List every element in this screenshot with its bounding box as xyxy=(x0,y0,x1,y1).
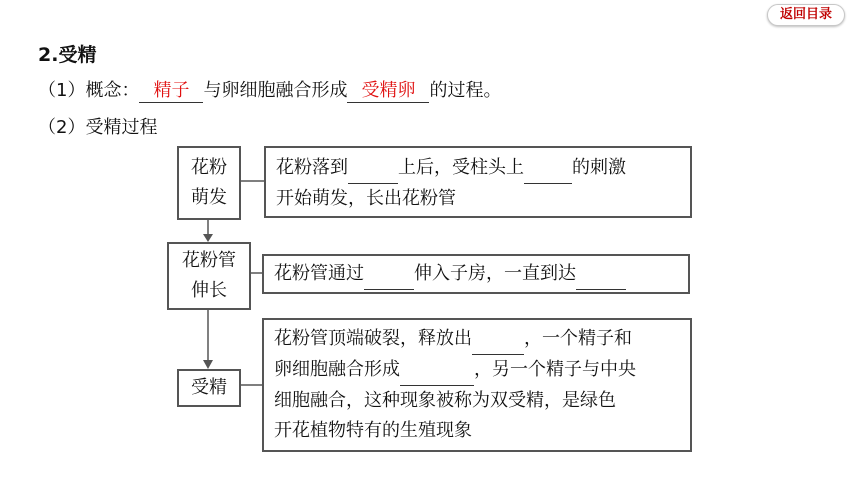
stage-label: 萌发 xyxy=(191,187,227,208)
arrow-1-head xyxy=(203,234,213,242)
return-to-contents-button[interactable]: 返回目录 xyxy=(767,4,845,26)
desc-line xyxy=(274,324,680,355)
section-title: 2.受精 xyxy=(38,44,97,66)
desc-text: ，一个精子和 xyxy=(524,328,632,349)
stage-label: 花粉管 xyxy=(182,250,236,271)
concept-prefix: （1）概念： xyxy=(38,80,140,101)
desc-text: 伸入子房，一直到达 xyxy=(414,263,576,284)
blank xyxy=(576,259,626,290)
desc-text: 上后，受柱头上 xyxy=(398,157,524,178)
blank xyxy=(400,355,474,386)
concept-suffix: 的过程。 xyxy=(429,80,502,101)
desc-box-germination xyxy=(264,146,692,218)
stage-box-elongation xyxy=(167,242,251,310)
desc-text: 花粉管通过 xyxy=(274,263,364,284)
desc-line: 开花植物特有的生殖现象 xyxy=(274,420,472,441)
blank xyxy=(364,259,414,290)
stage-box-germination xyxy=(177,146,241,220)
desc-line xyxy=(274,259,678,290)
blank xyxy=(348,153,398,184)
stage-box-fertilization xyxy=(177,369,241,407)
desc-text: 花粉管顶端破裂，释放出 xyxy=(274,328,472,349)
stage-label: 伸长 xyxy=(191,280,227,301)
blank xyxy=(524,153,572,184)
arrow-2-head xyxy=(203,360,213,369)
desc-text: 花粉落到 xyxy=(276,157,348,178)
desc-box-fertilization xyxy=(262,318,692,452)
desc-box-elongation xyxy=(262,254,690,294)
concept-answer-zygote: 受精卵 xyxy=(347,76,429,103)
desc-text: ，另一个精子与中央 xyxy=(474,359,636,380)
desc-line xyxy=(276,153,680,184)
concept-answer-sperm: 精子 xyxy=(139,76,203,103)
stage-label: 花粉 xyxy=(191,157,227,178)
concept-middle: 与卵细胞融合形成 xyxy=(203,80,348,101)
desc-line: 细胞融合，这种现象被称为双受精，是绿色 xyxy=(274,390,616,411)
desc-text: 的刺激 xyxy=(572,157,626,178)
desc-line: 开始萌发，长出花粉管 xyxy=(276,188,456,209)
stage-label: 受精 xyxy=(191,377,227,398)
desc-text: 卵细胞融合形成 xyxy=(274,359,400,380)
blank xyxy=(472,324,524,355)
desc-line xyxy=(274,355,680,386)
process-heading: （2）受精过程 xyxy=(38,117,158,138)
